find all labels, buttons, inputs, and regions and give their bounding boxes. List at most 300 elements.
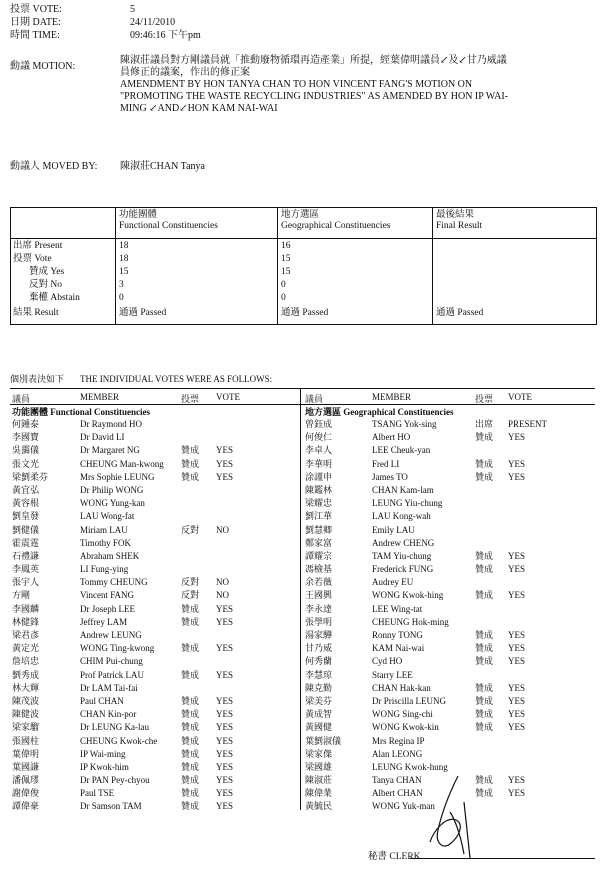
member-vote-row xyxy=(305,616,595,629)
vote-zh: 贊成 xyxy=(181,748,200,759)
member-name-en: Miriam LAU xyxy=(80,524,128,535)
member-vote-row xyxy=(12,418,297,431)
member-name-en: CHAN Hak-kan xyxy=(372,682,431,693)
member-name-zh: 何俊仁 xyxy=(305,432,333,443)
member-name-en: Dr Margaret NG xyxy=(80,445,140,456)
member-name-zh: 梁耀忠 xyxy=(305,498,333,509)
member-vote-row xyxy=(305,418,595,431)
summary-row-label-yes: 贊成 Yes xyxy=(29,267,65,277)
member-name-zh: 陳克勤 xyxy=(305,682,333,693)
member-vote-row xyxy=(12,629,297,642)
member-name-en: CHEUNG Man-kwong xyxy=(80,458,164,469)
member-name-en: Alan LEONG xyxy=(372,748,423,759)
member-name-zh: 曾鈺成 xyxy=(305,419,333,429)
member-vote-row xyxy=(305,550,595,563)
summary-row-label-abstain: 棄權 Abstain xyxy=(29,293,80,303)
member-name-en: LEUNG Kwok-hung xyxy=(372,761,448,772)
vote-zh: 贊成 xyxy=(181,761,200,772)
time-label: 時間 TIME: xyxy=(10,30,60,41)
vote-zh: 反對 xyxy=(181,590,200,601)
vote-en: YES xyxy=(216,801,234,812)
member-name-en: LAU Wong-fat xyxy=(80,511,135,522)
member-name-en: CHEUNG Hok-ming xyxy=(372,616,449,627)
vote-zh: 贊成 xyxy=(181,458,200,469)
member-name-en: Dr LEUNG Ka-lau xyxy=(80,722,149,733)
votes-top-rule xyxy=(10,388,595,389)
date-value: 24/11/2010 xyxy=(130,17,176,28)
summary-header-geographical-en: Geographical Constituencies xyxy=(281,221,391,231)
member-vote-row xyxy=(305,655,595,668)
summary-col-divider xyxy=(432,208,433,324)
vote-zh: 贊成 xyxy=(475,590,494,601)
member-name-en: Dr David LI xyxy=(80,432,125,443)
vote-number-value: 5 xyxy=(130,4,135,15)
member-vote-row xyxy=(305,444,595,457)
member-vote-row xyxy=(12,589,297,602)
member-name-en: Cyd HO xyxy=(372,656,403,667)
summary-header-geographical-zh: 地方選區 xyxy=(281,210,320,220)
vote-zh: 贊成 xyxy=(475,788,494,799)
member-vote-row xyxy=(305,497,595,510)
member-name-en: TAM Yiu-chung xyxy=(372,550,432,561)
member-name-zh: 葉國謙 xyxy=(12,761,40,772)
member-name-zh: 王國興 xyxy=(305,590,333,601)
member-name-zh: 梁美芬 xyxy=(305,695,333,706)
member-name-zh: 黃宜弘 xyxy=(12,484,40,495)
vote-zh: 贊成 xyxy=(181,735,200,746)
votes-header-vote-en: VOTE xyxy=(508,392,532,402)
motion-line: 員修正的議案，作出的修正案 xyxy=(120,67,250,78)
member-name-en: Dr Priscilla LEUNG xyxy=(372,695,446,706)
member-name-en: WONG Ting-kwong xyxy=(80,643,155,654)
vote-en: YES xyxy=(508,590,526,601)
member-name-zh: 黃容根 xyxy=(12,498,40,509)
member-name-en: Prof Patrick LAU xyxy=(80,669,144,680)
member-vote-row xyxy=(12,576,297,589)
member-name-en: CHEUNG Kwok-che xyxy=(80,735,158,746)
individual-votes-title-en: THE INDIVIDUAL VOTES WERE AS FOLLOWS: xyxy=(80,374,273,384)
member-name-en: Audrey EU xyxy=(372,577,414,588)
summary-col-divider xyxy=(277,208,278,324)
member-vote-row xyxy=(12,550,297,563)
member-name-zh: 何鍾泰 xyxy=(12,419,40,429)
votes-header-member-zh: 議員 xyxy=(12,394,31,404)
member-vote-row xyxy=(12,537,297,550)
member-name-en: Timothy FOK xyxy=(80,537,131,548)
votes-header-vote-zh: 投票 xyxy=(181,394,200,404)
vote-en: YES xyxy=(216,616,234,627)
votes-header-vote-en: VOTE xyxy=(216,392,240,402)
member-vote-row xyxy=(12,642,297,655)
vote-en: YES xyxy=(216,669,234,680)
member-name-en: Frederick FUNG xyxy=(372,564,434,575)
member-name-en: WONG Kwok-hing xyxy=(372,590,444,601)
member-vote-row xyxy=(12,471,297,484)
member-name-en: Vincent FANG xyxy=(80,590,135,601)
member-vote-row xyxy=(12,563,297,576)
summary-col-divider xyxy=(115,208,116,324)
geographical-group-label: 地方選區 Geographical Constituencies xyxy=(305,407,454,417)
member-name-en: TSANG Yok-sing xyxy=(372,419,437,429)
member-name-zh: 石禮謙 xyxy=(12,550,40,561)
clerk-signature-line xyxy=(410,858,595,859)
vote-en: YES xyxy=(216,761,234,772)
votes-header-member-en: MEMBER xyxy=(372,392,412,402)
member-name-zh: 霍震霆 xyxy=(12,537,40,548)
member-vote-row xyxy=(305,458,595,471)
summary-header-final-en: Final Result xyxy=(436,221,483,231)
member-name-zh: 劉健儀 xyxy=(12,524,40,535)
member-vote-row xyxy=(12,708,297,721)
vote-zh: 贊成 xyxy=(181,722,200,733)
vote-zh: 贊成 xyxy=(475,643,494,654)
vote-zh: 贊成 xyxy=(181,603,200,614)
vote-en: YES xyxy=(216,471,234,482)
vote-en: YES xyxy=(508,630,526,640)
vote-en: YES xyxy=(216,722,234,733)
summary-table xyxy=(10,207,597,325)
member-name-zh: 謝偉俊 xyxy=(12,788,40,799)
member-name-en: IP Wai-ming xyxy=(80,748,126,759)
member-name-en: LI Fung-ying xyxy=(80,564,129,575)
member-vote-row xyxy=(12,761,297,774)
member-vote-row xyxy=(305,708,595,721)
vote-en: YES xyxy=(508,643,526,654)
member-name-zh: 涂謹申 xyxy=(305,471,333,482)
member-name-zh: 湯家驊 xyxy=(305,630,333,640)
member-name-en: Paul CHAN xyxy=(80,695,124,706)
member-vote-row xyxy=(12,444,297,457)
member-vote-row xyxy=(305,510,595,523)
member-name-en: Albert HO xyxy=(372,432,411,443)
time-value: 09:46:16 下午pm xyxy=(130,30,201,41)
member-vote-row xyxy=(12,497,297,510)
vote-number-label: 投票 VOTE: xyxy=(10,4,62,15)
member-name-zh: 方剛 xyxy=(12,590,31,601)
votes-header-member-zh: 議員 xyxy=(305,394,324,404)
member-name-en: Dr Raymond HO xyxy=(80,419,142,429)
member-name-zh: 張學明 xyxy=(305,616,333,627)
member-name-en: CHAN Kam-lam xyxy=(372,484,434,495)
vote-zh: 贊成 xyxy=(181,669,200,680)
vote-zh: 贊成 xyxy=(181,709,200,720)
member-name-en: CHIM Pui-chung xyxy=(80,656,143,667)
member-vote-row xyxy=(12,682,297,695)
member-vote-row xyxy=(305,524,595,537)
member-name-en: Abraham SHEK xyxy=(80,550,140,561)
member-name-zh: 劉慧卿 xyxy=(305,524,333,535)
geographical-votes-list xyxy=(305,418,595,814)
summary-final-result: 通過 Passed xyxy=(436,308,484,318)
summary-functional-result: 通過 Passed xyxy=(119,308,167,318)
member-name-zh: 張宇人 xyxy=(12,577,40,588)
vote-zh: 贊成 xyxy=(475,709,494,720)
member-name-en: CHAN Kin-por xyxy=(80,709,137,720)
member-name-zh: 林健鋒 xyxy=(12,616,40,627)
member-name-en: WONG Kwok-kin xyxy=(372,722,439,733)
member-name-en: Jeffrey LAM xyxy=(80,616,128,627)
member-vote-row xyxy=(305,603,595,616)
vote-en: YES xyxy=(216,643,234,654)
summary-geographical-yes: 15 xyxy=(281,267,291,277)
vote-zh: 贊成 xyxy=(475,564,494,575)
member-vote-row xyxy=(305,695,595,708)
member-vote-row xyxy=(305,484,595,497)
vote-zh: 贊成 xyxy=(475,458,494,469)
vote-zh: 贊成 xyxy=(475,722,494,733)
member-vote-row xyxy=(305,576,595,589)
vote-zh: 贊成 xyxy=(475,682,494,693)
summary-row-label-present: 出席 Present xyxy=(13,241,63,251)
member-name-zh: 馮檢基 xyxy=(305,564,333,575)
vote-zh: 贊成 xyxy=(181,616,200,627)
summary-functional-abstain: 0 xyxy=(119,293,124,303)
vote-en: YES xyxy=(508,550,526,561)
member-name-en: WONG Yuk-man xyxy=(372,801,435,812)
vote-en: PRESENT xyxy=(508,419,548,429)
member-name-zh: 李鳳英 xyxy=(12,564,40,575)
member-name-zh: 梁家騮 xyxy=(12,722,40,733)
member-name-en: KAM Nai-wai xyxy=(372,643,425,654)
member-name-zh: 陳茂波 xyxy=(12,695,40,706)
vote-zh: 贊成 xyxy=(181,445,200,456)
vote-en: YES xyxy=(508,722,526,733)
member-name-zh: 李國寶 xyxy=(12,432,40,443)
member-name-zh: 李慧琼 xyxy=(305,669,333,680)
vote-en: YES xyxy=(508,695,526,706)
member-vote-row xyxy=(12,655,297,668)
vote-en: YES xyxy=(216,748,234,759)
member-name-zh: 劉江華 xyxy=(305,511,333,522)
mover-label: 動議人 MOVED BY: xyxy=(10,161,98,172)
member-name-zh: 黃成智 xyxy=(305,709,333,720)
member-name-en: Dr Samson TAM xyxy=(80,801,142,812)
member-vote-row xyxy=(305,669,595,682)
member-name-en: Tommy CHEUNG xyxy=(80,577,148,588)
summary-geographical-no: 0 xyxy=(281,280,286,290)
summary-functional-vote: 18 xyxy=(119,254,129,264)
member-vote-row xyxy=(12,787,297,800)
member-name-en: Dr Philip WONG xyxy=(80,484,144,495)
member-vote-row xyxy=(12,524,297,537)
member-name-en: James TO xyxy=(372,471,408,482)
member-name-zh: 李卓人 xyxy=(305,445,333,456)
member-name-zh: 黃定光 xyxy=(12,643,40,654)
functional-group-label: 功能團體 Functional Constituencies xyxy=(12,407,151,417)
member-name-en: IP Kwok-him xyxy=(80,761,129,772)
member-name-zh: 潘佩璆 xyxy=(12,775,40,786)
member-name-zh: 何秀蘭 xyxy=(305,656,333,667)
member-name-en: Andrew LEUNG xyxy=(80,630,142,640)
vote-en: YES xyxy=(216,445,234,456)
vote-en: YES xyxy=(216,458,234,469)
vote-en: YES xyxy=(508,656,526,667)
vote-en: NO xyxy=(216,577,229,588)
member-vote-row xyxy=(12,774,297,787)
member-vote-row xyxy=(12,484,297,497)
vote-en: YES xyxy=(216,603,234,614)
vote-en: NO xyxy=(216,590,229,601)
member-vote-row xyxy=(305,563,595,576)
summary-header-final-zh: 最後結果 xyxy=(436,210,475,220)
summary-row-divider xyxy=(11,238,596,239)
vote-en: YES xyxy=(508,788,526,799)
member-name-en: WONG Sing-chi xyxy=(372,709,433,720)
member-name-zh: 梁君彥 xyxy=(12,630,40,640)
member-name-en: Paul TSE xyxy=(80,788,115,799)
vote-zh: 反對 xyxy=(181,524,200,535)
member-name-zh: 李國麟 xyxy=(12,603,40,614)
member-name-zh: 梁家傑 xyxy=(305,748,333,759)
member-name-en: Andrew CHENG xyxy=(372,537,435,548)
member-name-zh: 黃國健 xyxy=(305,722,333,733)
member-name-zh: 陳淑莊 xyxy=(305,775,333,786)
vote-en: YES xyxy=(508,458,526,469)
member-name-zh: 梁國雄 xyxy=(305,761,333,772)
member-name-zh: 李永達 xyxy=(305,603,333,614)
member-name-zh: 譚偉豪 xyxy=(12,801,40,812)
member-name-zh: 李華明 xyxy=(305,458,333,469)
member-name-zh: 甘乃威 xyxy=(305,643,333,654)
member-vote-row xyxy=(12,669,297,682)
summary-row-label-result: 結果 Result xyxy=(13,308,59,318)
member-name-en: Dr PAN Pey-chyou xyxy=(80,775,150,786)
summary-row-label-no: 反對 No xyxy=(29,280,62,290)
summary-header-functional-zh: 功能團體 xyxy=(119,210,158,220)
mover-value: 陳淑莊CHAN Tanya xyxy=(120,161,205,172)
vote-zh: 贊成 xyxy=(181,695,200,706)
member-name-zh: 劉皇發 xyxy=(12,511,40,522)
member-vote-row xyxy=(12,510,297,523)
member-vote-row xyxy=(305,642,595,655)
member-name-zh: 張文光 xyxy=(12,458,40,469)
member-name-en: Dr LAM Tai-fai xyxy=(80,682,138,693)
vote-zh: 贊成 xyxy=(475,432,494,443)
member-name-zh: 張國柱 xyxy=(12,735,40,746)
member-name-en: LEE Cheuk-yan xyxy=(372,445,431,456)
individual-votes-title xyxy=(10,372,272,385)
member-vote-row xyxy=(305,748,595,761)
vote-en: YES xyxy=(508,682,526,693)
member-vote-row xyxy=(12,616,297,629)
vote-zh: 贊成 xyxy=(475,471,494,482)
member-vote-row xyxy=(12,431,297,444)
vote-zh: 贊成 xyxy=(181,775,200,786)
member-name-zh: 鄭家富 xyxy=(305,537,333,548)
vote-zh: 贊成 xyxy=(475,630,494,640)
summary-header-functional-en: Functional Constituencies xyxy=(119,221,218,231)
vote-zh: 贊成 xyxy=(181,471,200,482)
member-name-en: Tanya CHAN xyxy=(372,775,422,786)
member-name-zh: 梁劉柔芬 xyxy=(12,471,49,482)
summary-geographical-abstain: 0 xyxy=(281,293,286,303)
vote-zh: 反對 xyxy=(181,577,200,588)
member-name-en: LEUNG Yiu-chung xyxy=(372,498,443,509)
motion-line: 陳淑莊議員對方剛議員就「推動廢物循環再造產業」所提，經葉偉明議員↙及↙甘乃威議 xyxy=(120,55,507,66)
vote-en: YES xyxy=(216,735,234,746)
clerk-label: 秘書 CLERK xyxy=(368,852,421,862)
vote-en: YES xyxy=(216,695,234,706)
member-vote-row xyxy=(305,471,595,484)
member-name-zh: 余若薇 xyxy=(305,577,333,588)
summary-functional-no: 3 xyxy=(119,280,124,290)
motion-label: 動議 MOTION: xyxy=(10,61,76,72)
vote-en: YES xyxy=(216,709,234,720)
vote-zh: 贊成 xyxy=(181,788,200,799)
vote-en: YES xyxy=(508,775,526,786)
vote-zh: 贊成 xyxy=(475,656,494,667)
member-name-zh: 譚耀宗 xyxy=(305,550,333,561)
motion-line: AMENDMENT BY HON TANYA CHAN TO HON VINCENT FANG'S MOTION ON xyxy=(120,79,473,90)
vote-zh: 出席 xyxy=(475,419,494,429)
member-vote-row xyxy=(12,458,297,471)
member-name-zh: 陳偉業 xyxy=(305,788,333,799)
individual-votes-title-zh: 個別表決如下 xyxy=(10,374,65,384)
votes-header-vote-zh: 投票 xyxy=(475,394,494,404)
member-vote-row xyxy=(305,431,595,444)
vote-en: YES xyxy=(508,709,526,720)
member-name-zh: 林大輝 xyxy=(12,682,40,693)
vote-en: YES xyxy=(508,471,526,482)
clerk-signature xyxy=(420,772,480,862)
member-name-zh: 詹培忠 xyxy=(12,656,40,667)
vote-en: NO xyxy=(216,524,229,535)
date-label: 日期 DATE: xyxy=(10,17,61,28)
vote-en: YES xyxy=(508,564,526,575)
member-name-en: Starry LEE xyxy=(372,669,413,680)
vote-zh: 贊成 xyxy=(181,801,200,812)
vote-en: YES xyxy=(508,432,526,443)
vote-en: YES xyxy=(216,775,234,786)
member-vote-row xyxy=(12,735,297,748)
member-vote-row xyxy=(305,721,595,734)
member-name-zh: 葉偉明 xyxy=(12,748,40,759)
member-name-en: Fred LI xyxy=(372,458,400,469)
member-name-zh: 葉劉淑儀 xyxy=(305,735,342,746)
mover-row xyxy=(10,157,205,172)
member-vote-row xyxy=(305,537,595,550)
member-name-zh: 劉秀成 xyxy=(12,669,40,680)
member-name-en: Mrs Regina IP xyxy=(372,735,425,746)
member-vote-row xyxy=(305,629,595,642)
vote-zh: 贊成 xyxy=(475,550,494,561)
member-name-zh: 陳鑑林 xyxy=(305,484,333,495)
member-vote-row xyxy=(12,800,297,813)
summary-functional-present: 18 xyxy=(119,241,129,251)
member-vote-row xyxy=(12,748,297,761)
member-vote-row xyxy=(305,682,595,695)
motion-line: "PROMOTING THE WASTE RECYCLING INDUSTRIES" AS AMENDED BY HON IP WAI- xyxy=(120,91,508,102)
member-name-zh: 吳靄儀 xyxy=(12,445,40,456)
member-name-zh: 黃毓民 xyxy=(305,801,333,812)
summary-geographical-result: 通過 Passed xyxy=(281,308,329,318)
motion-line: MING ↙AND↙HON KAM NAI-WAI xyxy=(120,103,278,114)
vote-zh: 贊成 xyxy=(475,775,494,786)
functional-votes-list xyxy=(12,418,297,814)
motion-text xyxy=(120,55,590,115)
member-name-en: LAU Kong-wah xyxy=(372,511,431,522)
member-name-en: Emily LAU xyxy=(372,524,415,535)
vote-zh: 贊成 xyxy=(475,695,494,706)
vote-zh: 贊成 xyxy=(181,643,200,654)
member-vote-row xyxy=(12,695,297,708)
member-vote-row xyxy=(12,721,297,734)
votes-header-member-en: MEMBER xyxy=(80,392,120,402)
member-name-en: Mrs Sophie LEUNG xyxy=(80,471,155,482)
member-name-en: Albert CHAN xyxy=(372,788,423,799)
member-name-en: Ronny TONG xyxy=(372,630,423,640)
member-vote-row xyxy=(305,735,595,748)
